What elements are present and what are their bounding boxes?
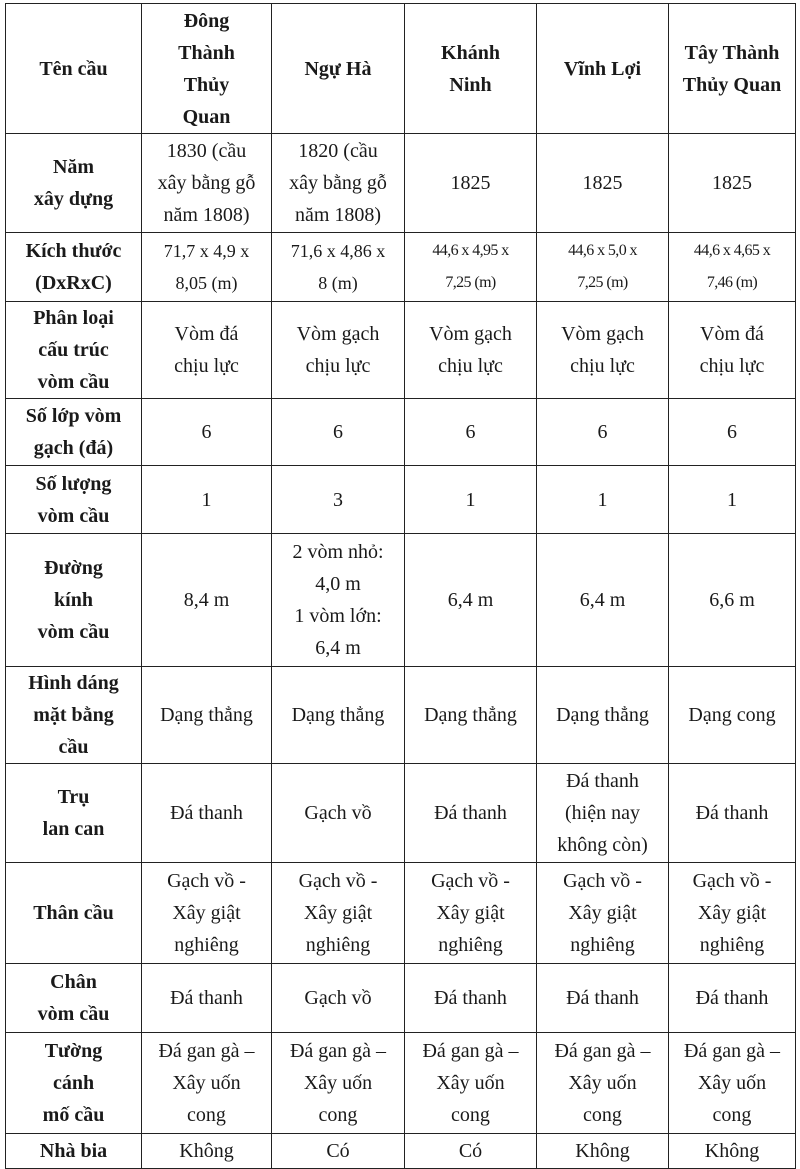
table-cell: 6 — [669, 399, 796, 466]
row-label: Chân vòm cầu — [6, 964, 142, 1033]
header-dong-thanh-thuy-quan: Đông Thành Thủy Quan — [142, 4, 272, 134]
row-arch-count — [6, 466, 796, 534]
table-cell: Dạng thẳng — [405, 667, 537, 764]
table-cell: 6 — [142, 399, 272, 466]
row-label: Số lượng vòm cầu — [6, 466, 142, 534]
table-cell: Đá gan gà – Xây uốn cong — [537, 1033, 669, 1134]
table-cell: Vòm đá chịu lực — [669, 302, 796, 399]
row-construction-year — [6, 134, 796, 233]
table-cell: Dạng thẳng — [142, 667, 272, 764]
table-cell: Có — [272, 1134, 405, 1169]
table-cell: Đá thanh — [142, 964, 272, 1033]
table-cell: Vòm gạch chịu lực — [537, 302, 669, 399]
row-label: Hình dáng mặt bằng cầu — [6, 667, 142, 764]
row-abutment-wing-walls — [6, 1033, 796, 1134]
table-cell: 1830 (cầu xây bằng gỗ năm 1808) — [142, 134, 272, 233]
table-cell: Có — [405, 1134, 537, 1169]
table-cell: 1825 — [537, 134, 669, 233]
table-cell: 1 — [142, 466, 272, 534]
row-arch-diameter — [6, 534, 796, 667]
table-cell: Vòm gạch chịu lực — [405, 302, 537, 399]
row-bridge-body — [6, 863, 796, 964]
header-tay-thanh-thuy-quan: Tây Thành Thủy Quan — [669, 4, 796, 134]
table-cell: 2 vòm nhỏ: 4,0 m 1 vòm lớn: 6,4 m — [272, 534, 405, 667]
row-label: Nhà bia — [6, 1134, 142, 1169]
row-label: Tường cánh mố cầu — [6, 1033, 142, 1134]
table-cell: Gạch vồ - Xây giật nghiêng — [272, 863, 405, 964]
row-label: Thân cầu — [6, 863, 142, 964]
table-cell: Đá thanh — [405, 764, 537, 863]
header-vinh-loi: Vĩnh Lợi — [537, 4, 669, 134]
header-khanh-ninh: Khánh Ninh — [405, 4, 537, 134]
table-cell: 71,6 x 4,86 x 8 (m) — [272, 233, 405, 302]
table-cell: 3 — [272, 466, 405, 534]
row-label: Phân loại cấu trúc vòm cầu — [6, 302, 142, 399]
row-label: Đường kính vòm cầu — [6, 534, 142, 667]
table-cell: 6 — [537, 399, 669, 466]
table-cell: Đá thanh — [669, 764, 796, 863]
row-arch-structure-type — [6, 302, 796, 399]
table-cell: 1 — [537, 466, 669, 534]
table-cell: Đá thanh — [669, 964, 796, 1033]
table-cell: 44,6 x 4,65 x 7,46 (m) — [669, 233, 796, 302]
table-cell: Gạch vồ - Xây giật nghiêng — [537, 863, 669, 964]
table-cell: 1825 — [405, 134, 537, 233]
row-label: Trụ lan can — [6, 764, 142, 863]
table-cell: Không — [537, 1134, 669, 1169]
row-label: Năm xây dựng — [6, 134, 142, 233]
row-railing-posts — [6, 764, 796, 863]
table-cell: Vòm gạch chịu lực — [272, 302, 405, 399]
table-cell: 1 — [405, 466, 537, 534]
table-cell: 1820 (cầu xây bằng gỗ năm 1808) — [272, 134, 405, 233]
row-arch-foot — [6, 964, 796, 1033]
table-cell: 71,7 x 4,9 x 8,05 (m) — [142, 233, 272, 302]
table-cell: 6,4 m — [405, 534, 537, 667]
table-cell: 44,6 x 5,0 x 7,25 (m) — [537, 233, 669, 302]
table-cell: Dạng thẳng — [537, 667, 669, 764]
header-row — [6, 4, 796, 134]
table-cell: 8,4 m — [142, 534, 272, 667]
table-cell: Đá thanh — [405, 964, 537, 1033]
table-cell: 6,4 m — [537, 534, 669, 667]
table-cell: Đá gan gà – Xây uốn cong — [272, 1033, 405, 1134]
table-cell: Không — [669, 1134, 796, 1169]
table-cell: Đá gan gà – Xây uốn cong — [142, 1033, 272, 1134]
table-cell: Đá thanh — [142, 764, 272, 863]
row-arch-layers — [6, 399, 796, 466]
table-cell: 1825 — [669, 134, 796, 233]
table-cell: 1 — [669, 466, 796, 534]
row-dimensions — [6, 233, 796, 302]
table-cell: 44,6 x 4,95 x 7,25 (m) — [405, 233, 537, 302]
bridge-comparison-table — [5, 3, 796, 1169]
table-cell: Vòm đá chịu lực — [142, 302, 272, 399]
table-cell: Dạng cong — [669, 667, 796, 764]
header-bridge-name: Tên cầu — [6, 4, 142, 134]
table-cell: Đá gan gà – Xây uốn cong — [405, 1033, 537, 1134]
table-cell: Gạch vồ - Xây giật nghiêng — [405, 863, 537, 964]
table-cell: Dạng thẳng — [272, 667, 405, 764]
row-stele-house — [6, 1134, 796, 1169]
table-cell: Đá thanh — [537, 964, 669, 1033]
table-cell: Gạch vồ - Xây giật nghiêng — [669, 863, 796, 964]
row-label: Kích thước (DxRxC) — [6, 233, 142, 302]
row-plan-shape — [6, 667, 796, 764]
table-cell: Gạch vồ - Xây giật nghiêng — [142, 863, 272, 964]
table-cell: Gạch vồ — [272, 964, 405, 1033]
row-label: Số lớp vòm gạch (đá) — [6, 399, 142, 466]
table-cell: 6,6 m — [669, 534, 796, 667]
table-cell: Gạch vồ — [272, 764, 405, 863]
header-ngu-ha: Ngự Hà — [272, 4, 405, 134]
table-cell: Đá gan gà – Xây uốn cong — [669, 1033, 796, 1134]
table-cell: 6 — [405, 399, 537, 466]
table-cell: 6 — [272, 399, 405, 466]
table-cell: Không — [142, 1134, 272, 1169]
table-cell: Đá thanh (hiện nay không còn) — [537, 764, 669, 863]
